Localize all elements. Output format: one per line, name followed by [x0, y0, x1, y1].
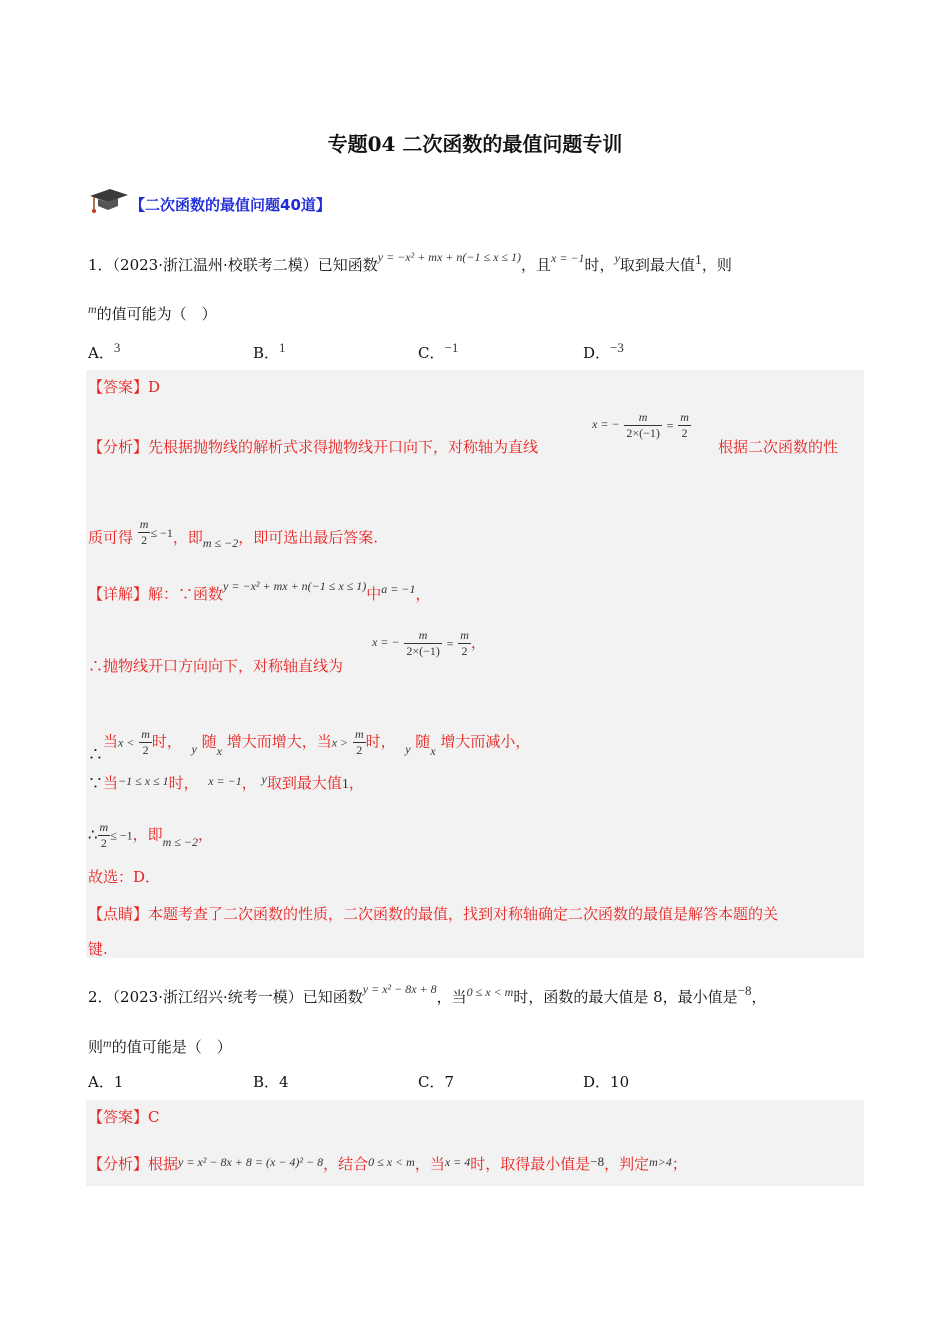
graduation-cap-icon — [88, 186, 128, 216]
analysis-text: 根据 — [148, 1155, 179, 1173]
detail-text: 中 — [366, 585, 382, 603]
q1-text: ，则 — [701, 256, 732, 274]
detail-text: ， — [197, 825, 213, 844]
fraction — [624, 410, 662, 441]
q2-stem-line1 — [88, 982, 767, 1007]
detail-text: ， — [348, 774, 364, 792]
page-title: 专题04 二次函数的最值问题专训 — [327, 132, 623, 156]
comment-text: 本题考查了二次函数的性质，二次函数的最值，找到对称轴确定二次函数的最值是解答本题的关 — [148, 905, 779, 923]
fraction-den: 2×(−1) — [406, 644, 440, 658]
option-value: −3 — [610, 340, 624, 355]
q2-analysis — [88, 1153, 687, 1174]
comment-tag: 【点睛】 — [88, 905, 149, 923]
formula-part: m ≤ −2 — [162, 834, 198, 849]
q1-text: 取到最大值 — [619, 256, 695, 274]
option-label: D． — [583, 344, 611, 362]
q1-text: 时， — [584, 256, 615, 274]
formula-part: x = − — [372, 634, 400, 649]
q2-option-c[interactable] — [418, 1071, 454, 1092]
analysis-tag: 【分析】 — [88, 438, 149, 456]
formula-part: y — [191, 741, 197, 756]
analysis-text: 质可得 — [88, 528, 134, 547]
q1-stem-line1 — [88, 250, 732, 275]
formula-part: y = x² − 8x + 8 = (x − 4)² − 8 — [178, 1155, 324, 1169]
q1-var-y: y — [614, 251, 620, 265]
formula-part: 1 — [341, 777, 349, 792]
detail-text: ， — [415, 585, 431, 603]
detail-text: 当 — [103, 774, 119, 792]
therefore-symbol: ∴ — [88, 825, 98, 844]
detail-text: 时， — [168, 774, 199, 792]
q1-comment-line2: 键. — [88, 940, 108, 958]
fraction-den: 2 — [458, 643, 471, 659]
q1-option-a[interactable] — [88, 342, 120, 363]
q2-var-m: m — [103, 1036, 112, 1050]
q1-analysis-cont: 根据二次函数的性 — [718, 438, 839, 456]
q1-detail-line3 — [88, 727, 531, 763]
q1-option-b[interactable] — [253, 342, 286, 363]
q2-text: ， — [751, 988, 767, 1006]
option-value: 3 — [113, 340, 121, 355]
q2-function: y = x² − 8x + 8 — [362, 982, 437, 996]
q1-analysis-line1 — [88, 436, 538, 457]
option-label: B． — [253, 344, 280, 362]
q2-text: 的值可能是（ ） — [111, 1038, 232, 1056]
detail-text: 当 — [103, 732, 119, 751]
fraction-num: m — [638, 410, 648, 424]
detail-text: 随 — [415, 732, 431, 751]
analysis-text: ，即 — [172, 528, 203, 547]
therefore-symbol: ∴ — [88, 744, 104, 763]
formula-part: = — [666, 418, 674, 433]
option-label: C． — [418, 344, 445, 362]
detail-text: ， — [470, 633, 486, 652]
analysis-text: ，当 — [414, 1155, 445, 1173]
fraction-num: m — [99, 820, 109, 834]
formula-part: x = 4 — [444, 1155, 471, 1169]
detail-tag: 【详解】 — [88, 585, 149, 603]
q1-detail-line5 — [88, 820, 213, 851]
q2-range: 0 ≤ x < m — [466, 985, 514, 999]
formula-part: m ≤ −2 — [202, 535, 239, 550]
q2-option-a[interactable] — [88, 1071, 123, 1092]
analysis-text: ，结合 — [323, 1155, 369, 1173]
fraction — [404, 628, 442, 659]
fraction — [138, 517, 151, 548]
formula-part: y = −x² + mx + n(−1 ≤ x ≤ 1) — [223, 579, 367, 593]
detail-text: 时， — [365, 732, 396, 751]
detail-text: 取到最大值 — [266, 774, 342, 792]
option-value: 7 — [444, 1073, 455, 1091]
q2-text: 则 — [88, 1038, 104, 1056]
formula-part: m>4 — [649, 1155, 672, 1169]
fraction-num: m — [354, 727, 364, 741]
q2-text: 时，函数的最大值是 8，最小值是 — [513, 988, 738, 1006]
formula-part: ≤ −1 — [150, 525, 173, 540]
q1-detail-axis-formula — [372, 628, 486, 659]
option-value: 1 — [113, 1073, 124, 1091]
q1-comment-line1 — [88, 903, 778, 924]
fraction-num: m — [680, 410, 689, 424]
fraction-den: 2 — [98, 835, 111, 851]
formula-part: a = −1 — [381, 582, 416, 596]
q1-text: ，且 — [521, 256, 552, 274]
q1-choose: 故选：D． — [88, 868, 161, 886]
detail-text: 增大而减小， — [440, 732, 531, 751]
fraction-num: m — [141, 727, 150, 741]
q2-source: （2023·浙江绍兴·统考一模）已知函数 — [112, 988, 363, 1006]
formula-part: x — [216, 743, 222, 758]
q2-min-value: −8 — [737, 983, 752, 998]
q1-detail-line2: ∴抛物线开口方向向下，对称轴直线为 — [88, 657, 344, 675]
analysis-text: ； — [671, 1155, 687, 1173]
formula-part: −8 — [590, 1154, 605, 1169]
analysis-text: ，判定 — [604, 1155, 650, 1173]
option-label: A． — [88, 344, 114, 362]
fraction — [98, 820, 111, 851]
because-symbol: ∵ — [88, 774, 104, 792]
detail-text: 函数 — [193, 585, 224, 603]
formula-part: x = −1 — [208, 774, 242, 788]
option-value: 4 — [279, 1073, 289, 1091]
q1-stem-line2 — [88, 303, 217, 324]
q1-number: 1． — [88, 256, 113, 274]
q2-answer — [88, 1106, 160, 1127]
q1-source: （2023·浙江温州·校联考二模）已知函数 — [112, 256, 378, 274]
q1-function: y = −x² + mx + n(−1 ≤ x ≤ 1) — [377, 250, 521, 264]
detail-text: 增大而增大，当 — [226, 732, 332, 751]
q1-answer — [88, 376, 160, 397]
q1-text: 的值可能为（ ） — [96, 305, 217, 323]
analysis-text: 时，取得最小值是 — [470, 1155, 591, 1173]
q1-option-c[interactable] — [418, 342, 458, 363]
q2-option-b[interactable] — [253, 1071, 289, 1092]
formula-part: 0 ≤ x < m — [368, 1155, 415, 1169]
option-value: 1 — [279, 340, 286, 355]
detail-text: 随 — [201, 732, 217, 751]
q2-option-d[interactable] — [583, 1071, 629, 1092]
formula-part: −1 ≤ x ≤ 1 — [118, 774, 169, 788]
fraction-den: 2 — [138, 532, 151, 548]
option-label: C． — [418, 1073, 445, 1091]
fraction — [139, 727, 152, 758]
q1-analysis-line2 — [88, 517, 378, 554]
fraction-den: 2 — [353, 742, 366, 758]
analysis-tag: 【分析】 — [88, 1155, 149, 1173]
fraction — [353, 727, 366, 758]
fraction-num: m — [139, 517, 149, 531]
answer-tag: 【答案】 — [88, 1108, 149, 1126]
analysis-text: ，即可选出最后答案. — [238, 528, 378, 547]
q1-detail-line1 — [88, 579, 431, 604]
fraction-den: 2 — [139, 742, 152, 758]
q2-number: 2． — [88, 988, 113, 1006]
formula-part: = — [446, 636, 454, 651]
detail-text: ，即 — [132, 825, 163, 844]
analysis-text: 先根据抛物线的解析式求得抛物线开口向下，对称轴为直线 — [148, 438, 539, 456]
answer-tag: 【答案】 — [88, 378, 149, 396]
q1-option-d[interactable] — [583, 342, 624, 363]
answer-value: D — [148, 378, 161, 396]
q1-max-value: 1 — [694, 253, 702, 268]
option-label: D． — [583, 1073, 611, 1091]
q1-condition: x = −1 — [551, 251, 585, 265]
fraction — [678, 410, 691, 441]
detail-text: 解：∵ — [148, 585, 194, 603]
formula-part: y — [261, 772, 267, 786]
section-label: 【二次函数的最值问题40道】 — [130, 196, 331, 214]
formula-part: x = − — [592, 416, 620, 431]
option-value: 10 — [610, 1073, 630, 1091]
fraction-den: 2 — [678, 425, 691, 441]
q1-detail-line4 — [88, 772, 364, 793]
formula-part: x — [430, 743, 436, 758]
formula-part: ≤ −1 — [110, 828, 133, 843]
detail-text: 时， — [151, 732, 182, 751]
option-label: B． — [253, 1073, 280, 1091]
q2-text: ，当 — [436, 988, 467, 1006]
fraction-num: m — [460, 628, 469, 642]
option-value: −1 — [444, 340, 459, 355]
fraction — [458, 628, 471, 659]
q1-axis-formula — [592, 410, 691, 441]
fraction-num: m — [418, 628, 428, 642]
fraction-den: 2×(−1) — [626, 426, 660, 440]
formula-part: x > — [331, 735, 349, 750]
q2-stem-line2 — [88, 1036, 232, 1057]
option-label: A． — [88, 1073, 114, 1091]
answer-value: C — [148, 1108, 160, 1126]
formula-part: x < — [118, 735, 135, 750]
formula-part: y — [405, 741, 411, 756]
q1-var-m: m — [88, 302, 97, 316]
detail-text: ， — [241, 774, 257, 792]
